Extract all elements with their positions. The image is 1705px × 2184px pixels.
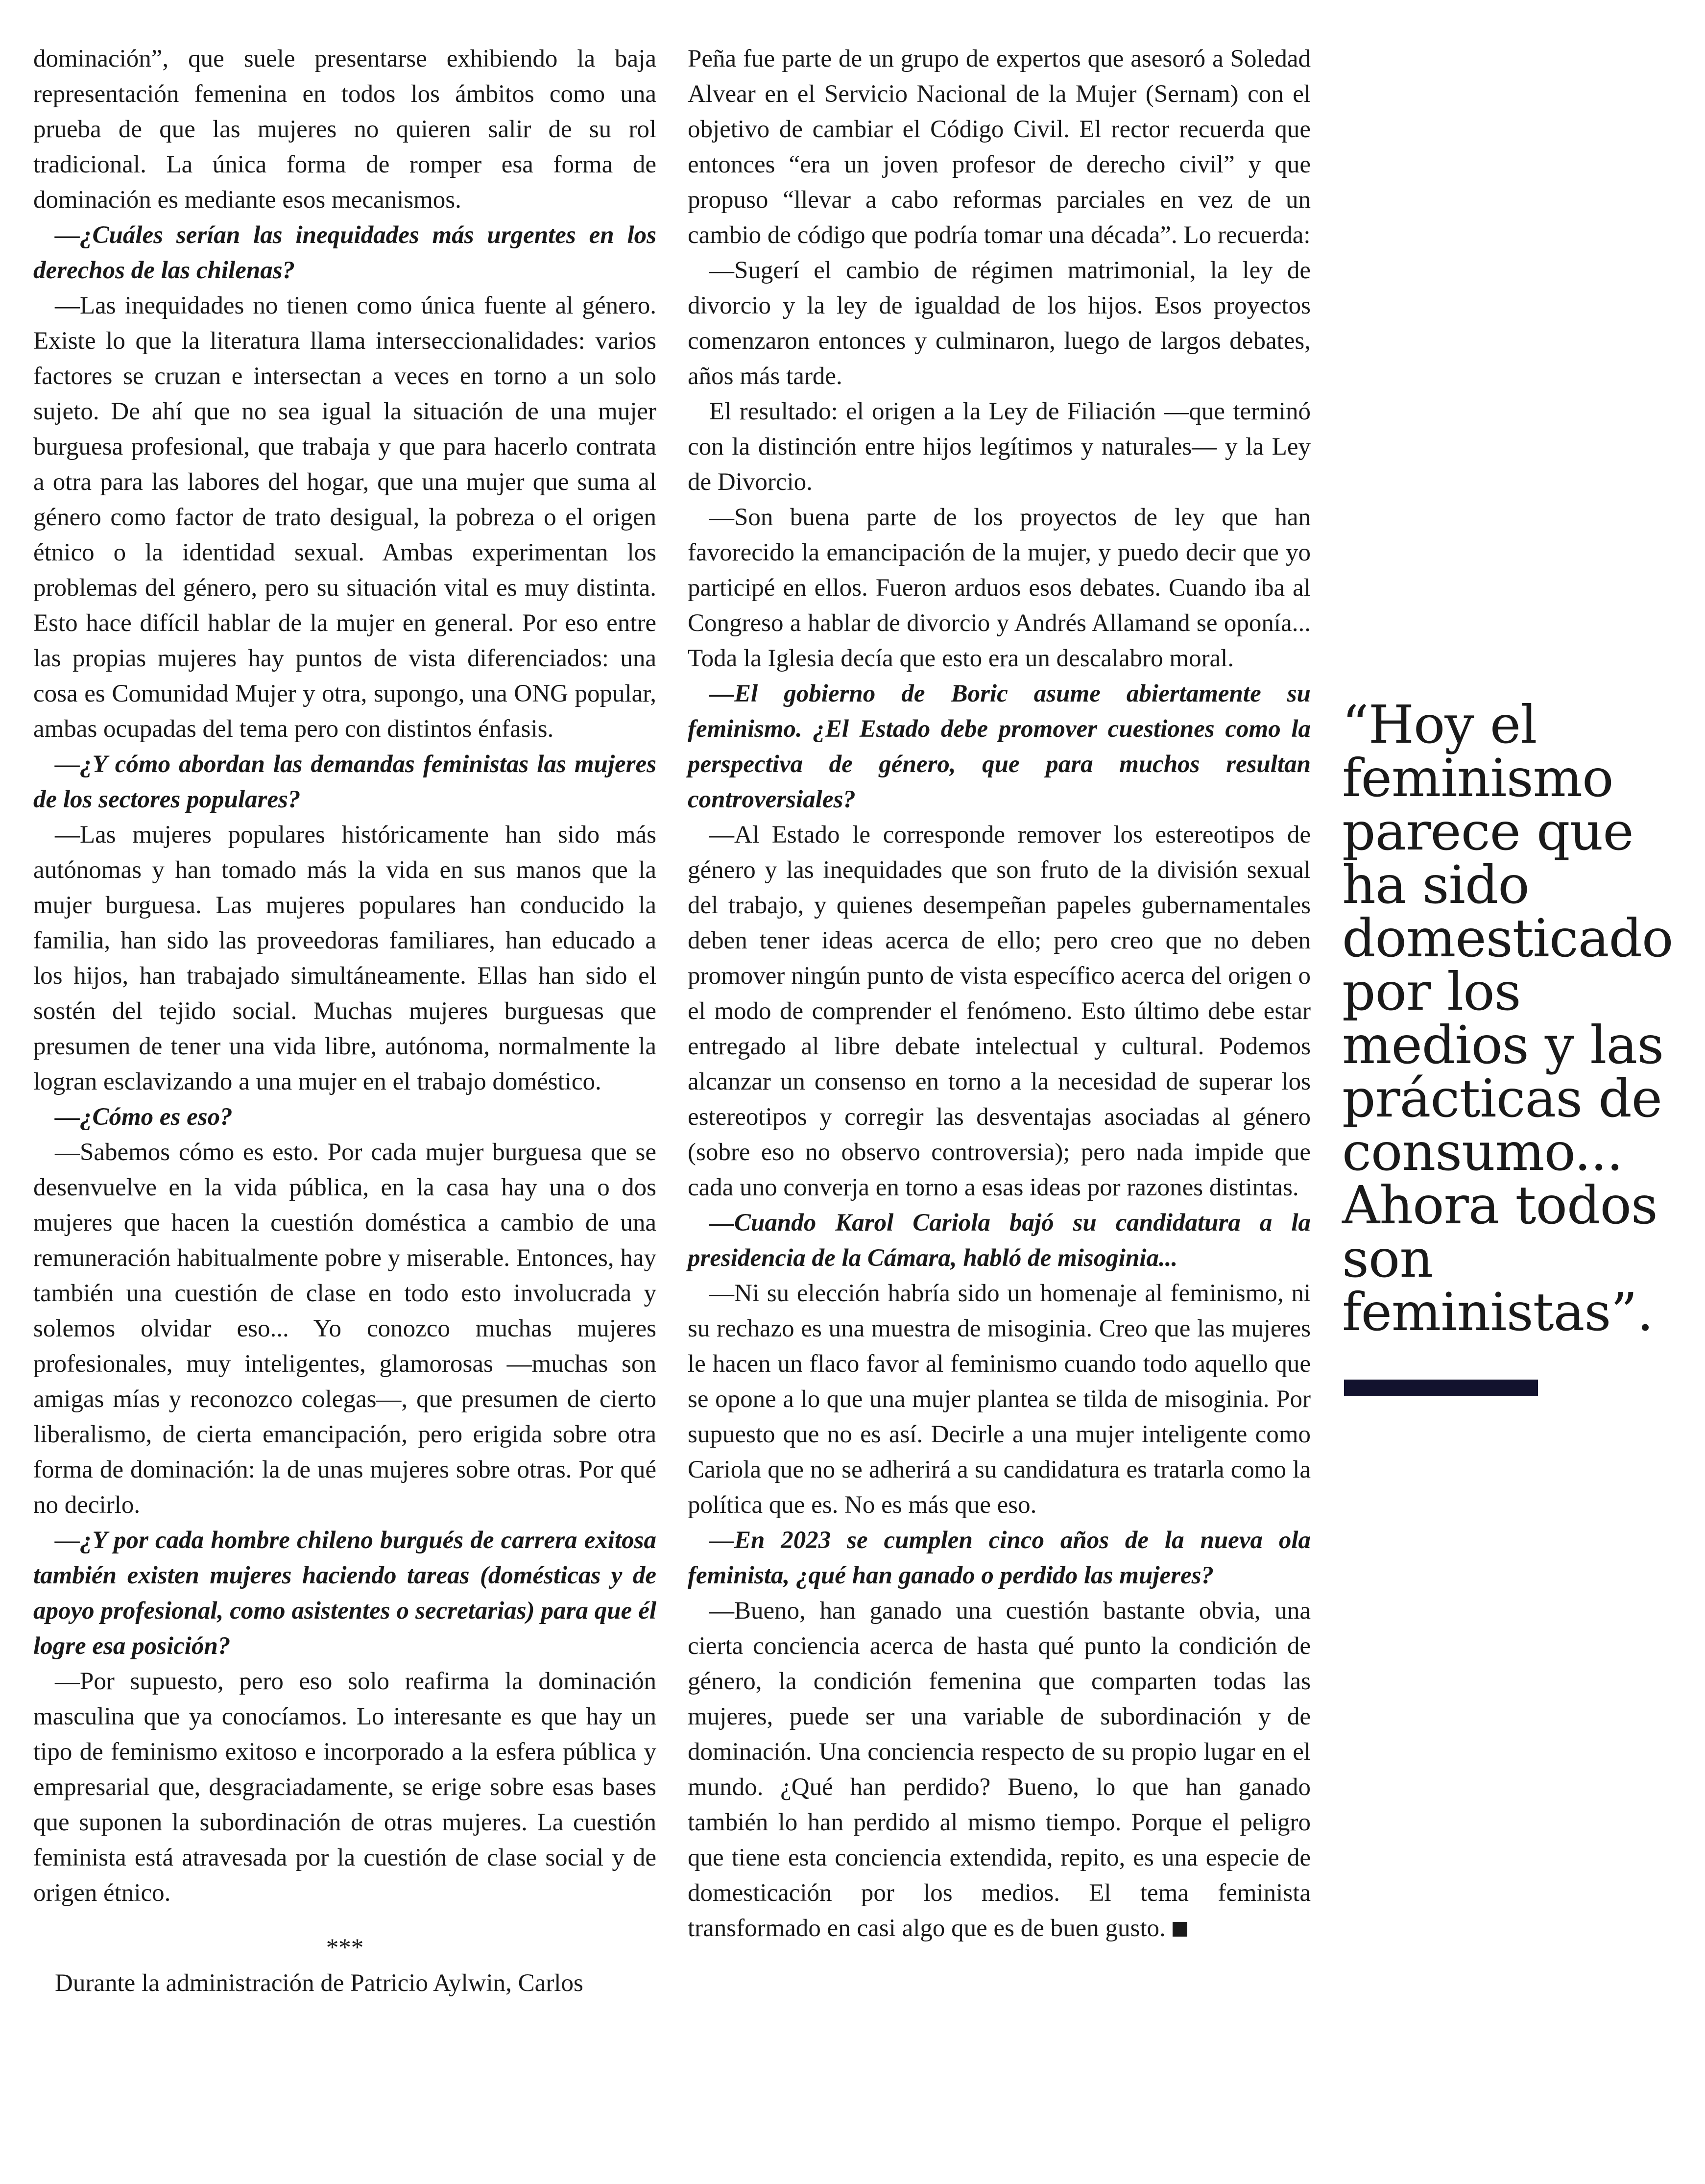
interview-question: —¿Y por cada hombre chileno burgués de carrera exitosa también existen mujeres haciendo tareas (domésticas y de apoyo profesional, como asistentes o secretarias) para que él logre esa posición? [33,1527,656,1660]
interview-answer: —Sabemos cómo es esto. Por cada mujer burguesa que se desenvuelve en la vida pública, en la casa hay una o dos mujeres que hacen la cuestión doméstica a cambio de una remuneración habitualmente pobre y miserable. Entonces, hay también una cuestión de clase en todo esto involucrada y solemos olvidar eso... Yo conozco muchas mujeres profesionales, muy inteligentes, glamorosas —muchas son amigas mías y reconozco colegas—, que presumen de cierto liberalismo, de cierta emancipación, pero erigida sobre otra forma de dominación: la de unas mujeres sobre otras. Por qué no decirlo. [33,1139,656,1519]
interview-question: —Cuando Karol Cariola bajó su candidatura a la presidencia de la Cámara, habló de misoginia... [688,1209,1311,1272]
interview-question: —¿Cuáles serían las inequidades más urgentes en los derechos de las chilenas? [33,221,656,284]
section-separator: *** [326,1934,364,1962]
pull-quote: “Hoy el feminismo parece que ha sido domesticado por los medios y las prácticas de consumo... Ahora todos son feministas”. [1342,695,1673,1343]
interview-question: —En 2023 se cumplen cinco años de la nueva ola feminista, ¿qué han ganado o perdido las mujeres? [688,1527,1311,1589]
interview-question: —¿Cómo es eso? [55,1103,233,1131]
interview-answer: —Ni su elección habría sido un homenaje al feminismo, ni su rechazo es una muestra de misoginia. Creo que las mujeres le hacen un flaco favor al feminismo cuando todo aquello que se opone a lo que una mujer plantea se tilda de misoginia. Por supuesto que no es así. Decirle a una mujer inteligente como Cariola que no se adherirá a su candidatura es tratarla como la política que es. No es más que eso. [688,1280,1311,1519]
interview-question: —El gobierno de Boric asume abiertamente su feminismo. ¿El Estado debe promover cuestiones como la perspectiva de género, que para muchos resultan controversiales? [688,680,1311,813]
article-column-left [33,41,656,2001]
body-paragraph: Durante la administración de Patricio Aylwin, Carlos [55,1969,583,1997]
pull-quote-rule [1344,1380,1538,1396]
interview-answer: —Bueno, han ganado una cuestión bastante obvia, una cierta conciencia acerca de hasta qué punto la condición de género, la condición femenina que comparten todas las mujeres, puede ser una variable de subordinación y de dominación. Una conciencia respecto de su propio lugar en el mundo. ¿Qué han perdido? Bueno, lo que han ganado también lo han perdido al mismo tiempo. Porque el peligro que tiene esta conciencia extendida, repito, es una especie de domesticación por los medios. El tema feminista transformado en casi algo que es de buen gusto. [688,1597,1311,1942]
body-paragraph: Peña fue parte de un grupo de expertos que asesoró a Soledad Alvear en el Servicio Nacional de la Mujer (Sernam) con el objetivo de cambiar el Código Civil. El rector recuerda que entonces “era un joven profesor de derecho civil” y que propuso “llevar a cabo reformas parciales en vez de un cambio de código que podría tomar una década”. Lo recuerda: [688,45,1311,249]
interview-question: —¿Y cómo abordan las demandas feministas las mujeres de los sectores populares? [33,751,656,813]
interview-answer: El resultado: el origen a la Ley de Filiación —que terminó con la distinción entre hijos legítimos y naturales— y la Ley de Divorcio. [688,398,1311,496]
interview-answer: —Las mujeres populares históricamente han sido más autónomas y han tomado más la vida en sus manos que la mujer burguesa. Las mujeres populares han conducido la familia, han sido las proveedoras familiares, han educado a los hijos, han trabajado simultáneamente. Ellas han sido el sostén del tejido social. Muchas mujeres burguesas que presumen de tener una vida libre, autónoma, normalmente la logran esclavizando a una mujer en el trabajo doméstico. [33,821,656,1095]
interview-answer: —Son buena parte de los proyectos de ley que han favorecido la emancipación de la mujer, y puedo decir que yo participé en ellos. Fueron arduos esos debates. Cuando iba al Congreso a hablar de divorcio y Andrés Allamand se oponía... Toda la Iglesia decía que esto era un descalabro moral. [688,504,1311,672]
interview-answer: —Por supuesto, pero eso solo reafirma la dominación masculina que ya conocíamos. Lo interesante es que hay un tipo de feminismo exitoso e incorporado a la esfera pública y empresarial que, desgraciadamente, se erige sobre esas bases que suponen la subordinación de otras mujeres. La cuestión feminista está atravesada por la cuestión de clase social y de origen étnico. [33,1668,656,1907]
body-paragraph: dominación”, que suele presentarse exhibiendo la baja representación femenina en todos los ámbitos como una prueba de que las mujeres no quieren salir de su rol tradicional. La única forma de romper esa forma de dominación es mediante esos mecanismos. [33,45,656,214]
interview-answer: —Al Estado le corresponde remover los estereotipos de género y las inequidades que son fruto de la división sexual del trabajo, y quienes desempeñan papeles gubernamentales deben tener ideas acerca de ello; pero creo que no deben promover ningún punto de vista específico acerca del origen o el modo de comprender el fenómeno. Esto último debe estar entregado al libre debate intelectual y cultural. Podemos alcanzar un consenso en torno a la necesidad de superar los estereotipos y corregir las desventajas asociadas al género (sobre eso no observo controversia); pero nada impide que cada uno converja en torno a esas ideas por razones distintas. [688,821,1311,1201]
end-of-article-mark [1173,1922,1187,1937]
article-column-middle [688,41,1311,1946]
interview-answer: —Sugerí el cambio de régimen matrimonial, la ley de divorcio y la ley de igualdad de los hijos. Esos proyectos comenzaron entonces y culminaron, luego de largos debates, años más tarde. [688,257,1311,390]
interview-answer: —Las inequidades no tienen como única fuente al género. Existe lo que la literatura llama interseccionalidades: varios factores se cruzan e intersectan a veces en torno a un solo sujeto. De ahí que no sea igual la situación de una mujer burguesa profesional, que trabaja y que para hacerlo contrata a otra para las labores del hogar, que una mujer que suma al género como factor de trato desigual, la pobreza o el origen étnico o la identidad sexual. Ambas experimentan los problemas del género, pero su situación vital es muy distinta. Esto hace difícil hablar de la mujer en general. Por eso entre las propias mujeres hay puntos de vista diferenciados: una cosa es Comunidad Mujer y otra, supongo, una ONG popular, ambas ocupadas del tema pero con distintos énfasis. [33,292,656,743]
